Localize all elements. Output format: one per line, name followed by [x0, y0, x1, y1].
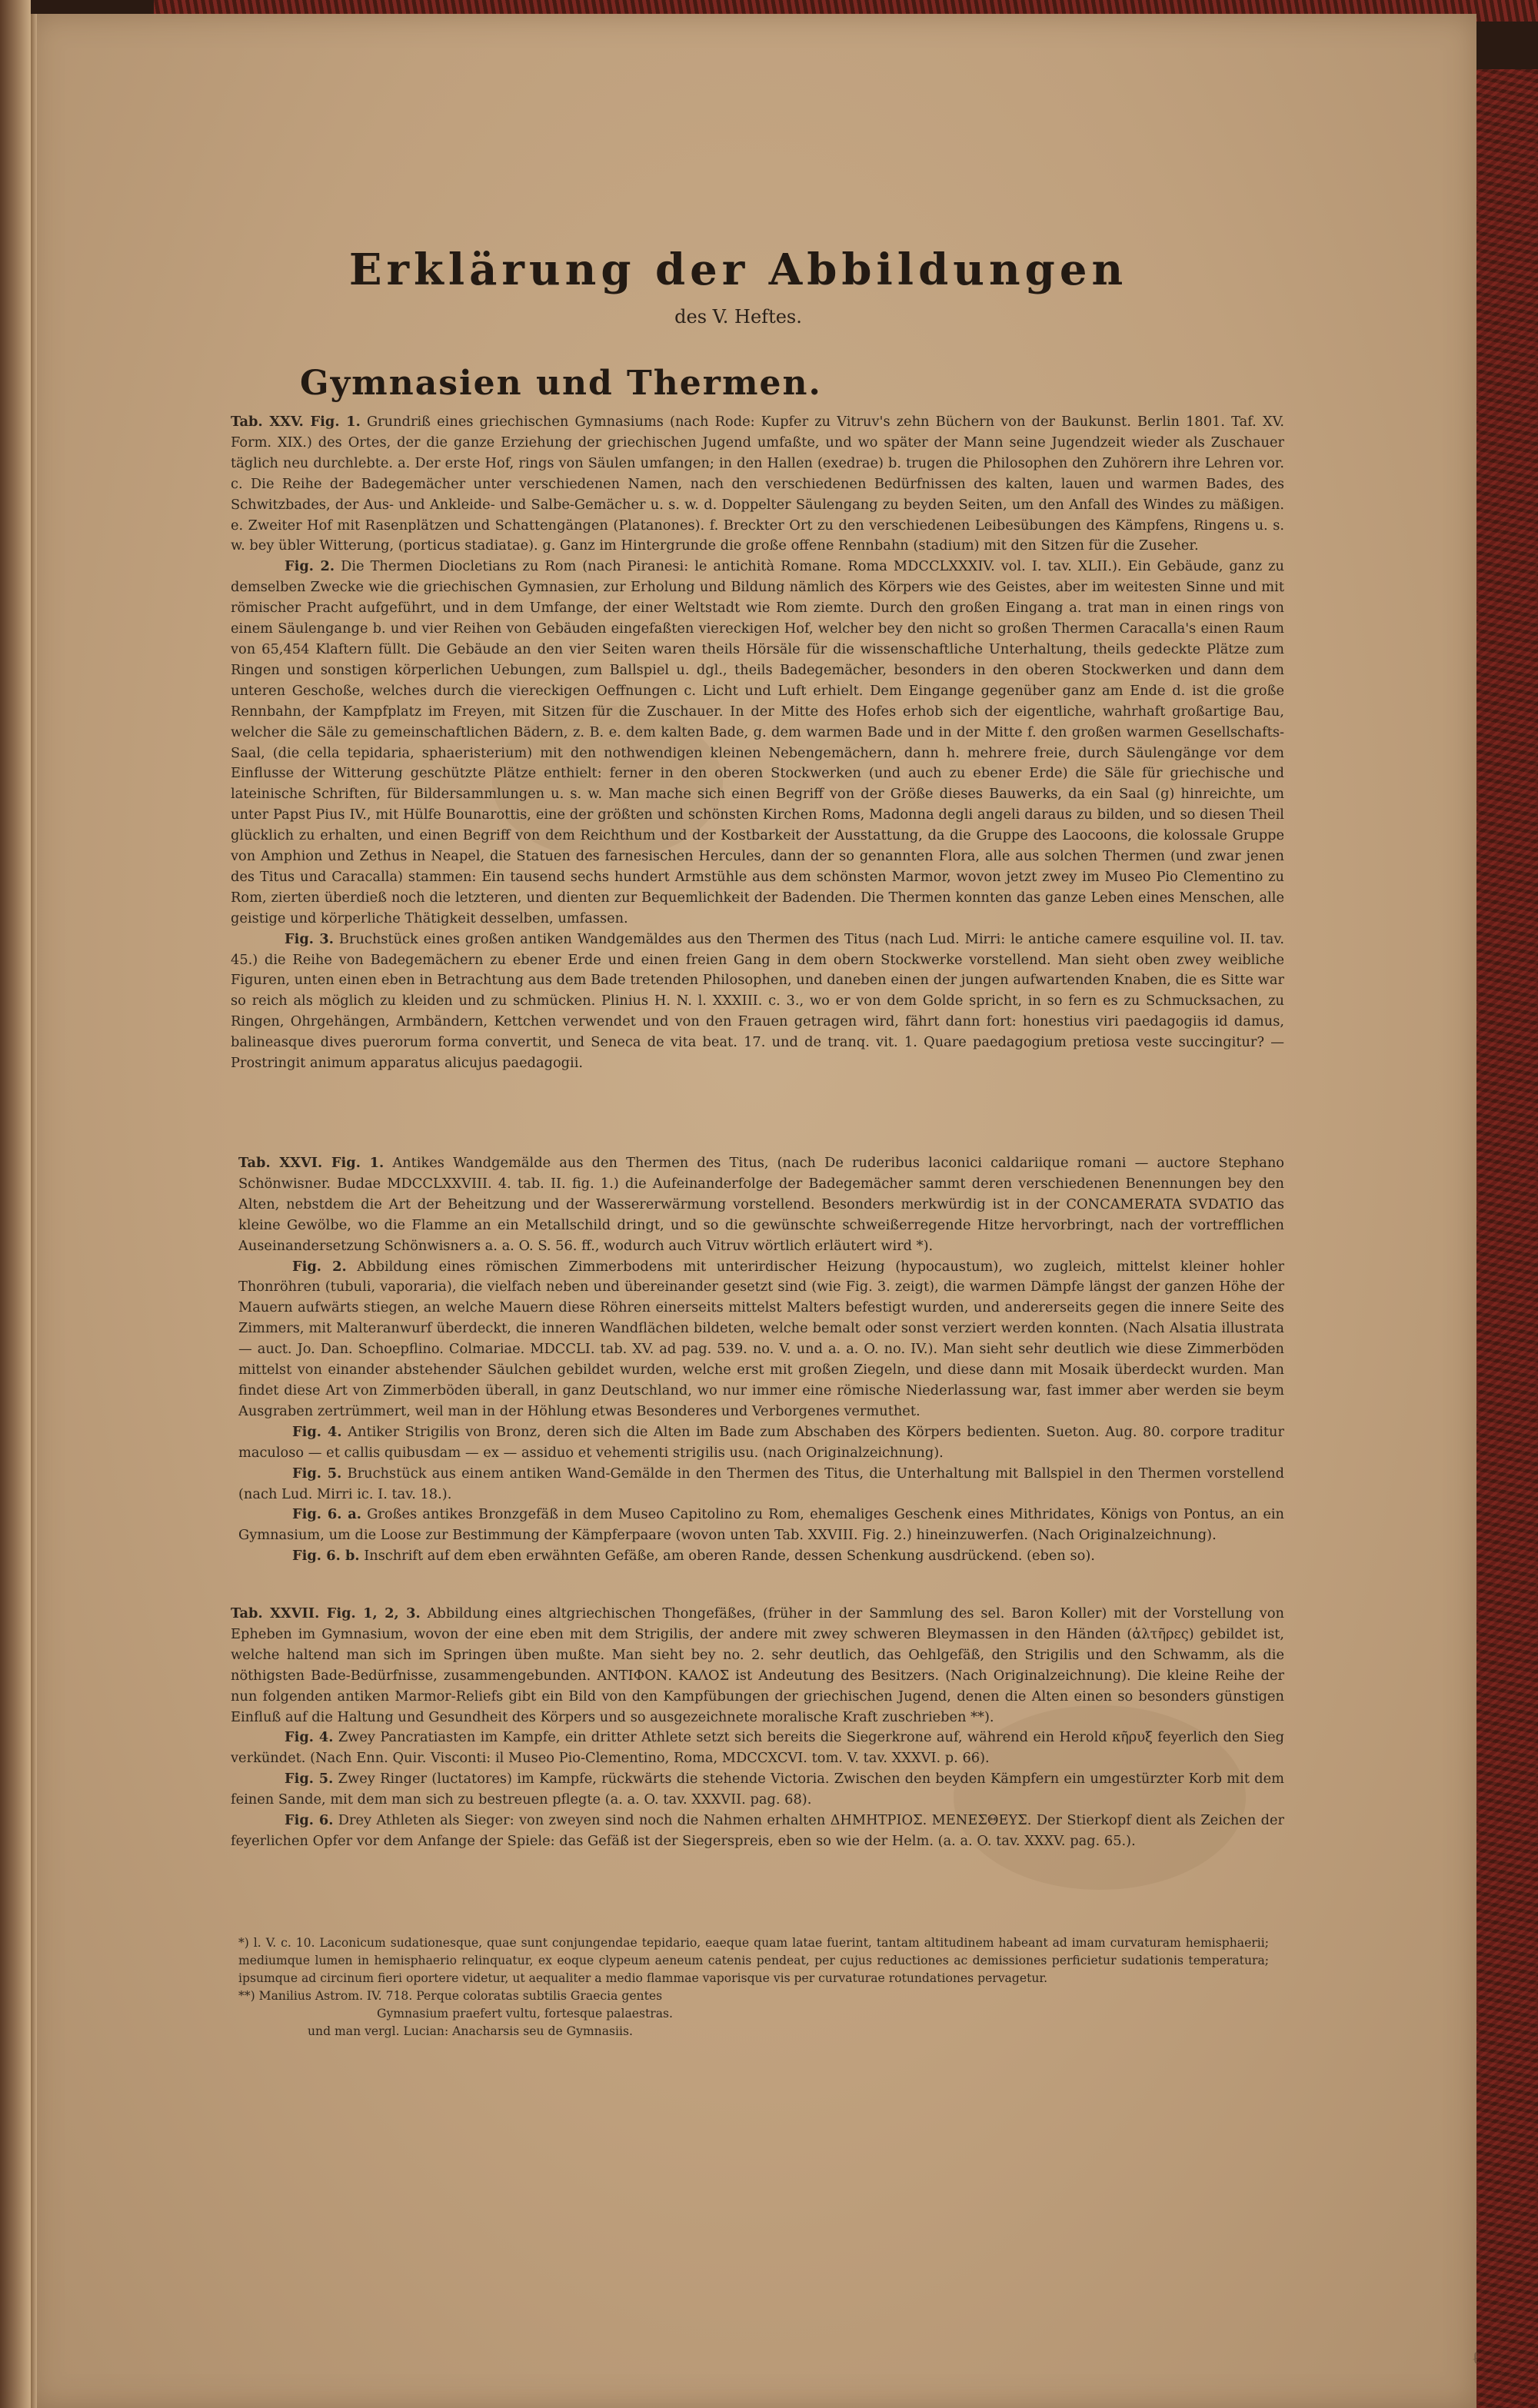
footnote-2-verse: Gymnasium praefert vultu, fortesque palaestras. — [377, 2007, 673, 2021]
entry-paragraph — [238, 1546, 1284, 1567]
entry-text: Zwey Pancratiasten im Kampfe, ein dritter Athlete setzt sich bereits die Siegerkrone auf, während ein Herold κῆρυξ feyerlich den Sieg verkündet. (Nach Enn. Quir. Visconti: il Museo Pio-Clementino, Roma, MDCCXCVI. tom. V. tav. XXXVI. p. 66). — [231, 1729, 1285, 1767]
entry-label: Fig. 6. a. — [292, 1506, 361, 1523]
entry-label: Fig. 5. — [285, 1771, 334, 1788]
entry-text: Bruchstück eines großen antiken Wandgemäldes aus den Thermen des Titus (nach Lud. Mirri: le antiche camere esquiline vol. II. tav. 45.) die Reihe von Badegemächern zu ebener Erde und einen freien Gang in dem obern Stockwerke vorstellend. Man sieht oben zwey weibliche Figuren, unten einen eben in Betrachtung aus dem Bade tretenden Philosophen, und daneben einen der jungen aufwartenden Knaben, die es Sitte war so reich als möglich zu kleiden und zu schmücken. Plinius H. N. l. XXXIII. c. 3., wo er von dem Golde spricht, in so fern es zu Schmucksachen, zu Ringen, Ohrgehängen, Armbändern, Kettchen verwendet und von den Frauen getragen wird, fährt dann fort: honestius viri paedagogiis id damus, balineasque dives puerorum forma convertit, und Seneca de vita beat. 17. und de tranq. vit. 1. Quare paedagogium pretiosa veste succingitur? — Prostringit animum apparatus alicujus paedagogii. — [231, 930, 1284, 1072]
entry-paragraph — [238, 1422, 1284, 1464]
entry-text: Abbildung eines römischen Zimmerbodens mit unterirdischer Heizung (hypocaustum), wo zugleich, mittelst kleiner hohler Thonröhren (tubuli, vaporaria), die vielfach neben und übereinander gesetzt sind (wie Fig. 3. zeigt), die warmen Dämpfe längst der ganzen Höhe der Mauern aufwärts stiegen, an welche Mauern diese Röhren einerseits mittelst Malters befestigt wurden, und andererseits gegen die innere Seite des Zimmers, mit Malteranwurf überdeckt, die inneren Wandflächen bildeten, welche bemalt oder sonst verziert werden konnten. (Nach Alsatia illustrata — auct. Jo. Dan. Schoepflino. Colmariae. MDCCLI. tab. XV. ad pag. 539. no. V. und a. a. O. no. IV.). Man sieht sehr deutlich wie diese Zimmerböden mittelst von einander abstehender Säulchen gebildet wurden, welche erst mit großen Ziegeln, und diese dann mit Mosaik überdeckt wurden. Man findet diese Art von Zimmerböden überall, in ganz Deutschland, wo nur immer eine römische Niederlassung war, fast immer aber werden sie beym Ausgraben zertrümmert, weil man in der Höhlung etwas Besonderes und Verborgenes vermuthet. — [238, 1258, 1284, 1419]
entry-label: Fig. 3. — [285, 930, 334, 947]
entry-paragraph — [238, 1505, 1284, 1546]
footnotes — [238, 1934, 1269, 2040]
entry-text: Abbildung eines altgriechischen Thongefäßes, (früher in der Sammlung des sel. Baron Koller) mit der Vorstellung von Epheben im Gymnasium, wovon der eine eben mit dem Strigilis, der andere mit zwey schweren Bleymassen in den Händen (ἁλτῆρες) gebildet ist, welche haltend man sich im Springen üben mußte. Man sieht bey no. 2. sehr deutlich, das Oehlgefäß, den Strigilis und den Schwamm, als die nöthigsten Bade-Bedürfnisse, zusammengebunden. ΑΝΤΙΦΟΝ. ΚΑΛΟΣ ist Andeutung des Besitzers. (Nach Originalzeichnung). Die kleine Reihe der nun folgenden antiken Marmor-Reliefs gibt ein Bild von den Kampfübungen der griechischen Jugend, denen die Alten einen so besonders günstigen Einfluß auf die Haltung und Gesundheit des Körpers und so ausgezeichnete moralische Kraft zuschrieben **). — [231, 1605, 1285, 1725]
entry-label: Fig. 4. — [292, 1423, 342, 1440]
entry-paragraph — [231, 1811, 1284, 1852]
entry-text: Inschrift auf dem eben erwähnten Gefäße, am oberen Rande, dessen Schenkung ausdrückend. (eben so). — [364, 1548, 1095, 1565]
plate-xxvii-section — [231, 1604, 1284, 1852]
entry-text: Antiker Strigilis von Bronz, deren sich die Alten im Bade zum Abschaben des Körpers bedienten. Sueton. Aug. 80. corpore traditur maculoso — et callis quibusdam — ex — assiduo et vehementi strigilis usu. (nach Originalzeichnung). — [238, 1423, 1284, 1461]
plate-xxvi-section — [238, 1153, 1284, 1567]
document-page — [31, 14, 1480, 2408]
entry-paragraph — [231, 1728, 1284, 1769]
entry-text: Grundriß eines griechischen Gymnasiums (nach Rode: Kupfer zu Vitruv's zehn Büchern von der Baukunst. Berlin 1801. Taf. XV. Form. XIX.) des Ortes, der die ganze Erziehung der griechischen Jugend umfaßte, und wo später der Mann seine Jugendzeit wieder als Zuschauer täglich neu durchlebte. a. Der erste Hof, rings von Säulen umfangen; in den Hallen (exedrae) b. trugen die Philosophen den Zuhörern ihre Lehren vor. c. Die Reihe der Badegemächer unter verschiedenen Namen, nach den verschiedenen Bedürfnissen des kalten, lauen und warmen Bades, des Schwitzbades, der Aus- und Ankleide- und Salbe-Gemächer u. s. w. d. Doppelter Säulengang zu beyden Seiten, um den Anfall des Windes zu mäßigen. e. Zweiter Hof mit Rasenplätzen und Schattengängen (Platanones). f. Breckter Ort zu den verschiedenen Leibesübungen des Kämpfens, Ringens u. s. w. bey übler Witterung, (porticus stadiatae). g. Ganz im Hintergrunde die große offene Rennbahn (stadium) mit den Sitzen für die Zuseher. — [231, 414, 1285, 554]
page-title: Erklärung der Abbildungen — [348, 244, 1128, 295]
footnote-2: **) Manilius Astrom. IV. 718. Perque coloratas subtilis Graecia gentes — [238, 1989, 663, 2003]
entry-label: Tab. XXV. Fig. 1. — [231, 414, 361, 430]
entry-text: Antikes Wandgemälde aus den Thermen des Titus, (nach De ruderibus laconici caldariique romani — auctore Stephano Schönwisner. Budae MDCCLXXVIII. 4. tab. II. fig. 1.) die Aufeinanderfolge der Badegemächer sammt deren verschiedenen Benennungen bey den Alten, nebstdem die Art der Beheitzung und der Wassererwärmung vorstellend. Besonders merkwürdig ist in der CONCAMERATA SVDATIO das kleine Gewölbe, wo die Flamme an ein Metallschild dringt, und so die gewünschte schweißerregende Hitze hervorbringt, nach der vortrefflichen Auseinandersetzung Schönwisners a. a. O. S. 56. ff., wodurch auch Vitruv wörtlich erläutert wird *). — [238, 1155, 1284, 1254]
entry-text: Großes antikes Bronzgefäß in dem Museo Capitolino zu Rom, ehemaliges Geschenk eines Mithridates, Königs von Pontus, an ein Gymnasium, um die Loose zur Bestimmung der Kämpferpaare (wovon unten Tab. XXVIII. Fig. 2.) hineinzuwerfen. (Nach Originalzeichnung). — [238, 1506, 1284, 1544]
entry-label: Fig. 6. b. — [292, 1548, 360, 1565]
section-heading: Gymnasien und Thermen. — [300, 364, 822, 403]
entry-paragraph — [231, 930, 1284, 1074]
entry-label: Tab. XXVII. Fig. 1, 2, 3. — [231, 1605, 421, 1621]
entry-label: Fig. 4. — [285, 1729, 334, 1746]
book-spine — [0, 0, 31, 2408]
entry-paragraph — [231, 557, 1284, 929]
entry-label: Tab. XXVI. Fig. 1. — [238, 1155, 384, 1171]
page-gutter-edge — [31, 14, 37, 2408]
page-corner-mark: ℓ — [1472, 2349, 1480, 2368]
entry-paragraph — [238, 1464, 1284, 1505]
entry-label: Fig. 2. — [292, 1258, 347, 1275]
entry-text: Bruchstück aus einem antiken Wand-Gemälde in den Thermen des Titus, die Unterhaltung mit Ballspiel in den Thermen vorstellend (nach Lud. Mirri ic. I. tav. 18.). — [238, 1465, 1284, 1502]
footnote-1: *) l. V. c. 10. Laconicum sudationesque, quae sunt conjungendae tepidario, eaeque quam latae fuerint, tantam altitudinem habeant ad imam curvaturam hemisphaerii; mediumque lumen in hemisphaerio relinquatur, ex eoque clypeum aeneum catenis pendeat, per cujus reductiones ac demissiones perficietur sudationis temperatura; ipsumque ad circinum fieri oportere videtur, ut aequaliter a medio flammae vaporisque vis per curvaturae rotundationes pervagetur. — [238, 1936, 1269, 1985]
entry-label: Fig. 5. — [292, 1465, 342, 1482]
entry-text: Die Thermen Diocletians zu Rom (nach Piranesi: le antichità Romane. Roma MDCCLXXXIV. vol. I. tav. XLII.). Ein Gebäude, ganz zu demselben Zwecke wie die griechischen Gymnasien, zur Erholung und Bildung nämlich des Körpers wie des Geistes, aber im weitesten Sinne und mit römischer Pracht aufgeführt, und in dem Umfange, der einer Weltstadt wie Rom ziemte. Durch den großen Eingang a. trat man in einen rings von einem Säulengange b. und vier Reihen von Gebäuden eingefaßten viereckigen Hof, welcher bey den nicht so großen Thermen Caracalla's einen Raum von 65,454 Klaftern füllt. Die Gebäude an den vier Seiten waren theils Hörsäle für die wissenschaftliche Unterhaltung, theils gedeckte Plätze zum Ringen und sonstigen körperlichen Uebungen, zum Ballspiel u. dgl., theils Badegemächer, besonders in den oberen Stockwerken und dann dem unteren Geschoße, welches durch die viereckigen Oeffnungen c. Licht und Luft erhielt. Dem Eingange gegenüber ganz am Ende d. ist die große Rennbahn, der Kampfplatz im Freyen, mit Sitzen für die Zuschauer. In der Mitte des Hofes erhob sich der eigentliche, wahrhaft großartige Bau, welcher die Säle zu gemeinschaftlichen Bädern, z. B. e. dem kalten Bade, g. dem warmen Bade und in der Mitte f. den großen warmen Gesellschafts-Saal, (die cella tepidaria, sphaeristerium) mit den nothwendigen kleinen Nebengemächern, dann h. mehrere freie, durch Säulengänge vor dem Einflusse der Witterung geschützte Plätze enthielt: ferner in den oberen Stockwerken (und auch zu ebener Erde) die Säle für griechische und lateinische Schriften, für Bildersammlungen u. s. w. Man mache sich einen Begriff von der Größe dieses Bauwerks, da ein Saal (g) hinreichte, um unter Papst Pius IV., mit Hülfe Bounarottis, eine der größten und schönsten Kirchen Roms, Madonna degli angeli daraus zu bilden, und so diesen Theil glücklich zu erhalten, und einen Begriff von dem Reichthum und der Kostbarkeit der Ausstattung, da die Gruppe des Laocoons, die kolossale Gruppe von Amphion und Zethus in Neapel, die Statuen des farnesischen Hercules, dann der so genannten Flora, alle aus solchen Thermen (und zwar jenen des Titus und Caracalla) stammen: Ein tausend sechs hundert Armstühle aus dem schönsten Marmor, wovon jetzt zwey im Museo Pio Clementino zu Rom, zierten überdieß noch die letzteren, und dienten zur Bequemlichkeit der Badenden. Die Thermen konnten das ganze Leben eines Menschen, alle geistige und körperliche Thätigkeit desselben, umfassen. — [231, 558, 1284, 926]
entry-paragraph — [231, 1769, 1284, 1811]
entry-text: Drey Athleten als Sieger: von zweyen sind noch die Nahmen erhalten ΔΗΜΗΤΡΙΟΣ. ΜΕΝΕΣΘΕΥΣ. Der Stierkopf dient als Zeichen der feyerlichen Opfer vor dem Anfange der Spiele: das Gefäß ist der Siegerspreis, eben so wie der Helm. (a. a. O. tav. XXXV. pag. 65.). — [231, 1812, 1284, 1849]
entry-paragraph — [238, 1257, 1284, 1422]
footnote-2-reference: und man vergl. Lucian: Anacharsis seu de Gymnasiis. — [308, 2024, 633, 2038]
entry-paragraph — [231, 412, 1284, 557]
book-cover-marbled-board — [1470, 69, 1538, 2408]
entry-paragraph — [231, 1604, 1284, 1728]
page-subtitle: des V. Heftes. — [674, 306, 802, 328]
entry-text: Zwey Ringer (luctatores) im Kampfe, rückwärts die stehende Victoria. Zwischen den beyden Kämpfern ein umgestürzter Korb mit dem feinen Sande, mit dem man sich zu bestreuen pflegte (a. a. O. tav. XXXVII. pag. 68). — [231, 1771, 1284, 1808]
plate-xxv-section — [231, 412, 1284, 1074]
entry-paragraph — [238, 1153, 1284, 1257]
entry-label: Fig. 6. — [285, 1812, 334, 1829]
entry-label: Fig. 2. — [285, 558, 335, 575]
